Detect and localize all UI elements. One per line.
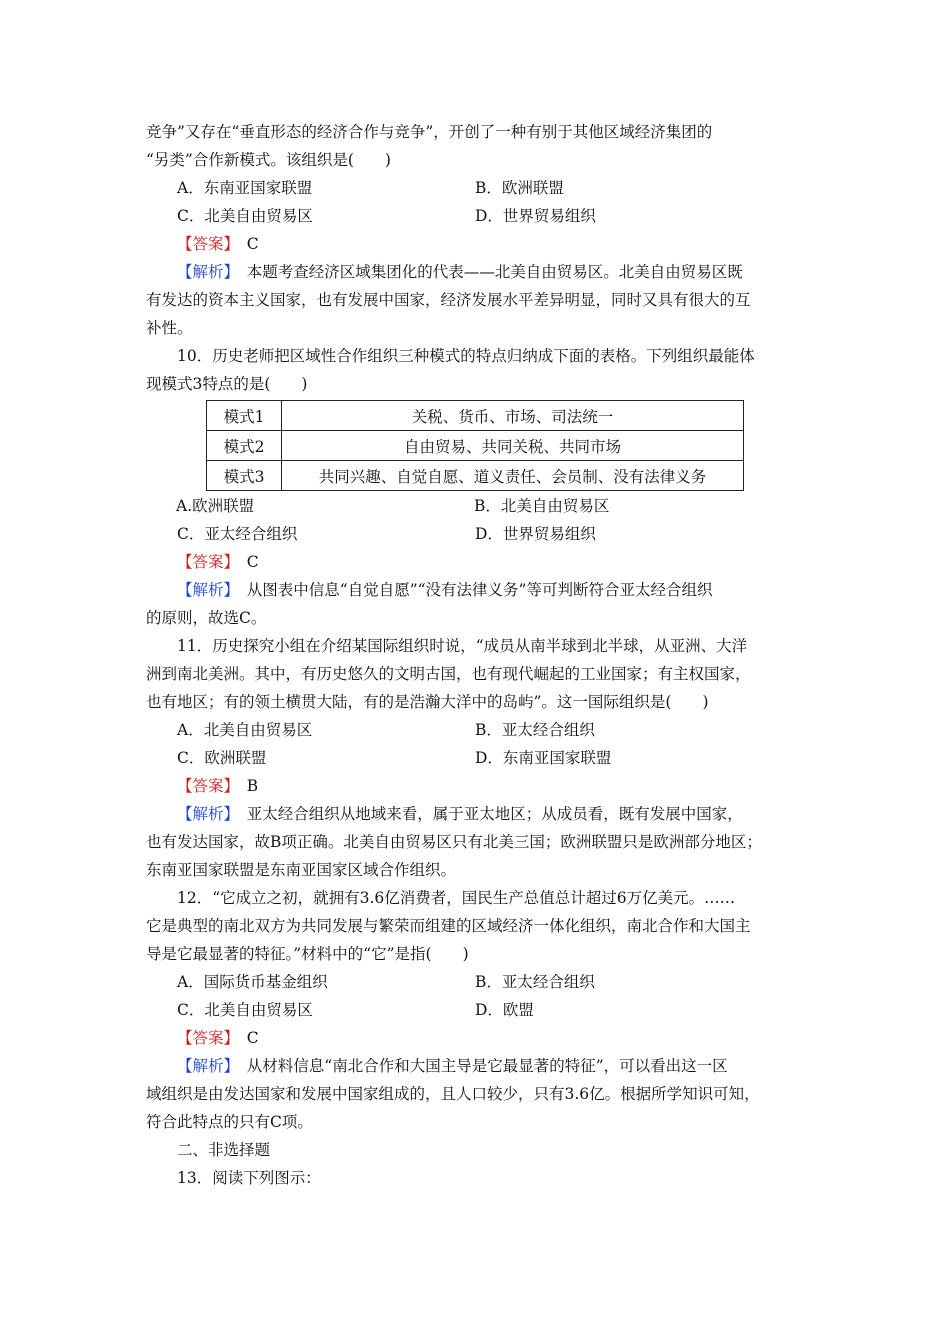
analysis-line bbox=[146, 800, 818, 828]
answer-value: B bbox=[246, 777, 259, 795]
answer-line bbox=[146, 1024, 818, 1052]
analysis-text: 符合此特点的只有C项。 bbox=[146, 1113, 313, 1131]
answer-line bbox=[146, 772, 818, 800]
question-text-line: 12．“它成立之初，就拥有3.6亿消费者，国民生产总值总计超过6万亿美元。…… bbox=[177, 889, 736, 907]
answer-tag: 【答案】 bbox=[177, 777, 232, 795]
option-d: D．世界贸易组织 bbox=[475, 207, 596, 225]
analysis-line bbox=[146, 258, 818, 286]
answer-tag: 【答案】 bbox=[177, 1029, 232, 1047]
analysis-text: 从材料信息“南北合作和大国主导是它最显著的特征”，可以看出这一区 bbox=[246, 1057, 728, 1075]
question-text-line: 10．历史老师把区域性合作组织三种模式的特点归纳成下面的表格。下列组织最能体 bbox=[177, 347, 755, 365]
analysis-line bbox=[146, 576, 818, 604]
mode-name-cell: 模式3 bbox=[207, 461, 282, 491]
analysis-text: 也有发达国家，故B项正确。北美自由贸易区只有北美三国；欧洲联盟只是欧洲部分地区； bbox=[146, 833, 762, 851]
option-a: A．北美自由贸易区 bbox=[177, 721, 313, 739]
option-a: A.欧洲联盟 bbox=[176, 497, 255, 515]
question-text-line: 11．历史探究小组在介绍某国际组织时说，“成员从南半球到北半球，从亚洲、大洋 bbox=[177, 637, 748, 655]
options-row bbox=[146, 744, 818, 772]
mode-desc-cell: 共同兴趣、自觉自愿、道义责任、会员制、没有法律义务 bbox=[282, 461, 744, 491]
option-b: B．亚太经合组织 bbox=[475, 721, 595, 739]
answer-value: C bbox=[246, 1029, 259, 1047]
options-row bbox=[146, 492, 818, 520]
option-b: B．北美自由贸易区 bbox=[474, 497, 610, 515]
option-d: D．欧盟 bbox=[475, 1001, 534, 1019]
question-11 bbox=[146, 632, 818, 884]
option-d: D．东南亚国家联盟 bbox=[475, 749, 612, 767]
analysis-text: 有发达的资本主义国家，也有发展中国家，经济发展水平差异明显，同时又具有很大的互 bbox=[146, 291, 751, 309]
mode-desc-cell: 自由贸易、共同关税、共同市场 bbox=[282, 431, 744, 461]
options-row bbox=[146, 520, 818, 548]
analysis-text: 本题考查经济区域集团化的代表——北美自由贸易区。北美自由贸易区既 bbox=[246, 263, 743, 281]
answer-value: C bbox=[246, 235, 259, 253]
analysis-text: 补性。 bbox=[146, 319, 193, 337]
question-text-line: 竞争”又存在“垂直形态的经济合作与竞争”，开创了一种有别于其他区域经济集团的 bbox=[146, 123, 713, 141]
section-heading: 二、非选择题 bbox=[177, 1141, 271, 1159]
analysis-text: 域组织是由发达国家和发展中国家组成的，且人口较少，只有3.6亿。根据所学知识可知， bbox=[146, 1085, 760, 1103]
option-a: A．东南亚国家联盟 bbox=[177, 179, 313, 197]
option-d: D．世界贸易组织 bbox=[475, 525, 596, 543]
answer-tag: 【答案】 bbox=[177, 235, 232, 253]
analysis-tag: 【解析】 bbox=[177, 1057, 232, 1075]
question-12 bbox=[146, 884, 818, 1136]
modes-table bbox=[206, 400, 744, 491]
options-row bbox=[146, 202, 818, 230]
mode-name-cell: 模式2 bbox=[207, 431, 282, 461]
question-text-line: 现模式3特点的是( ) bbox=[146, 375, 308, 393]
analysis-text: 亚太经合组织从地域来看，属于亚太地区；从成员看，既有发展中国家， bbox=[246, 805, 743, 823]
mode-desc-cell: 关税、货币、市场、司法统一 bbox=[282, 401, 744, 431]
question-text-line: 也有地区；有的领土横贯大陆，有的是浩瀚大洋中的岛屿”。这一国际组织是( ) bbox=[146, 693, 709, 711]
mode-name-cell: 模式1 bbox=[207, 401, 282, 431]
analysis-tag: 【解析】 bbox=[177, 581, 232, 599]
analysis-line bbox=[146, 1052, 818, 1080]
analysis-tag: 【解析】 bbox=[177, 805, 232, 823]
question-9 bbox=[146, 118, 818, 342]
answer-line bbox=[146, 548, 818, 576]
question-10 bbox=[146, 342, 818, 632]
analysis-text: 东南亚国家联盟是东南亚国家区域合作组织。 bbox=[146, 861, 457, 879]
option-b: B．亚太经合组织 bbox=[475, 973, 595, 991]
option-c: C．北美自由贸易区 bbox=[177, 1001, 313, 1019]
option-c: C．亚太经合组织 bbox=[177, 525, 298, 543]
document-page bbox=[146, 118, 818, 1192]
option-a: A．国际货币基金组织 bbox=[177, 973, 328, 991]
options-row bbox=[146, 716, 818, 744]
options-row bbox=[146, 996, 818, 1024]
options-row bbox=[146, 968, 818, 996]
option-c: C．北美自由贸易区 bbox=[177, 207, 313, 225]
question-13-text: 13．阅读下列图示： bbox=[177, 1169, 321, 1187]
answer-value: C bbox=[246, 553, 259, 571]
question-text-line: 洲到南北美洲。其中，有历史悠久的文明古国，也有现代崛起的工业国家；有主权国家， bbox=[146, 665, 751, 683]
answer-line bbox=[146, 230, 818, 258]
question-text-line: “另类”合作新模式。该组织是( ) bbox=[146, 151, 391, 169]
question-text-line: 导是它最显著的特征。”材料中的“它”是指( ) bbox=[146, 945, 469, 963]
answer-tag: 【答案】 bbox=[177, 553, 232, 571]
analysis-text: 的原则，故选C。 bbox=[146, 609, 267, 627]
table-row bbox=[207, 461, 744, 491]
analysis-text: 从图表中信息“自觉自愿”“没有法律义务”等可判断符合亚太经合组织 bbox=[246, 581, 713, 599]
question-text-line: 它是典型的南北双方为共同发展与繁荣而组建的区域经济一体化组织，南北合作和大国主 bbox=[146, 917, 751, 935]
options-row bbox=[146, 174, 818, 202]
table-row bbox=[207, 401, 744, 431]
analysis-tag: 【解析】 bbox=[177, 263, 232, 281]
table-row bbox=[207, 431, 744, 461]
option-c: C．欧洲联盟 bbox=[177, 749, 267, 767]
option-b: B．欧洲联盟 bbox=[475, 179, 564, 197]
